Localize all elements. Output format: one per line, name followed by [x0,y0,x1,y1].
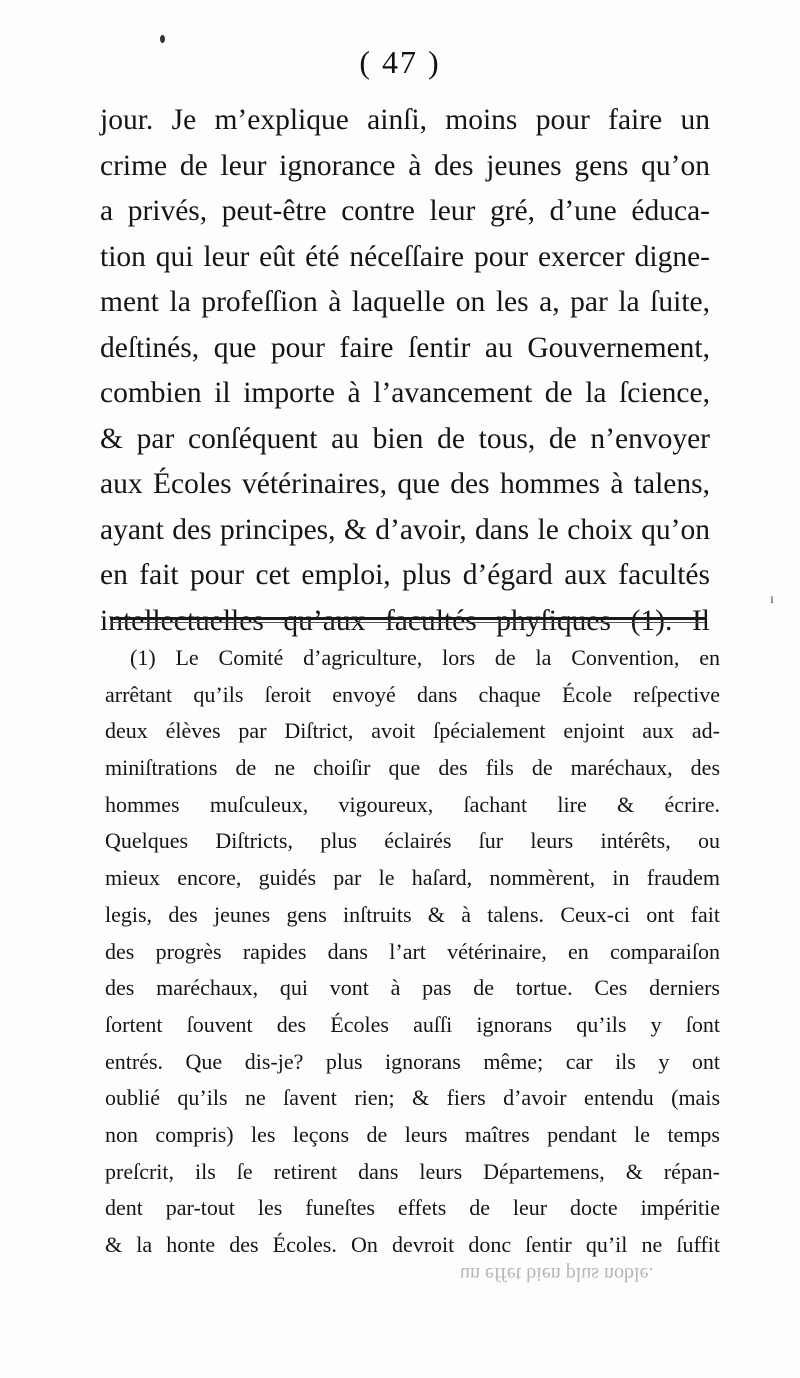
main-text-line: a privés, peut-être contre leur gré, d’une éduca- [100,195,710,227]
footnote-line: oublié qu’ils ne ſavent rien; & fiers d’avoir entendu (mais [105,1085,720,1111]
main-text-line: intellectuelles qu’aux facultés phyſiques (1). Il [100,604,710,637]
footnote-block [105,640,720,1264]
footnote-line: non compris) les leçons de leurs maîtres pendant le temps [105,1121,720,1147]
footnote-line: legis, des jeunes gens inſtruits & à talens. Ceux-ci ont fait [105,901,720,927]
footnote-line: Quelques Diſtricts, plus éclairés ſur leurs intérêts, ou [105,828,720,854]
main-text-line: en fait pour cet emploi, plus d’égard aux facultés [100,559,710,591]
main-text-line: tion qui leur eût été néceſſaire pour exercer digne- [100,240,710,273]
margin-mark: ı [770,592,774,607]
ink-speck [160,35,165,43]
bleed-through-text: un effet bien plus noble. [460,1263,654,1285]
main-text-line: combien il importe à l’avancement de la ſcience, [100,377,710,409]
footnote-line: hommes muſculeux, vigoureux, ſachant lire & écrire. [105,791,720,817]
footnote-rule [110,617,705,620]
footnote-line: dent par-tout les funeſtes effets de leur docte impéritie [105,1195,720,1221]
footnote-line: & la honte des Écoles. On devroit donc ſentir qu’il ne ſuffit [105,1232,720,1257]
footnote-line: (1) Le Comité d’agriculture, lors de la Convention, en [130,645,720,670]
footnote-line: deux élèves par Diſtrict, avoit ſpécialement enjoint aux ad- [105,718,720,744]
main-text-line: aux Écoles vétérinaires, que des hommes à talens, [100,468,710,500]
footnote-line: preſcrit, ils ſe retirent dans leurs Départemens, & répan- [105,1158,720,1184]
footnote-line: entrés. Que dis-je? plus ignorans même; car ils y ont [105,1048,720,1074]
footnote-line: mieux encore, guidés par le haſard, nommèrent, in fraudem [105,865,720,891]
main-text-line: deſtinés, que pour faire ſentir au Gouvernement, [100,331,710,364]
footnote-line: miniſtrations de ne choiſir que des fils de maréchaux, des [105,755,720,781]
footnote-line: ſortent ſouvent des Écoles auſſi ignorans qu’ils y ſont [105,1011,720,1037]
main-text-line: ayant des principes, & d’avoir, dans le choix qu’on [100,513,710,546]
footnote-line: arrêtant qu’ils ſeroit envoyé dans chaque École reſpective [105,681,720,707]
page-number: ( 47 ) [359,44,441,80]
main-text-line: jour. Je m’explique ainſi, moins pour faire un [100,104,710,136]
footnote-line: des maréchaux, qui vont à pas de tortue. Ces derniers [105,975,720,1001]
main-text-block [100,98,710,644]
main-text-line: ment la profeſſion à laquelle on les a, par la ſuite, [100,286,710,318]
main-text-line: crime de leur ignorance à des jeunes gens qu’on [100,149,710,182]
main-text-line: & par conſéquent au bien de tous, de n’envoyer [100,422,710,455]
footnote-line: des progrès rapides dans l’art vétérinaire, en comparaiſon [105,938,720,964]
